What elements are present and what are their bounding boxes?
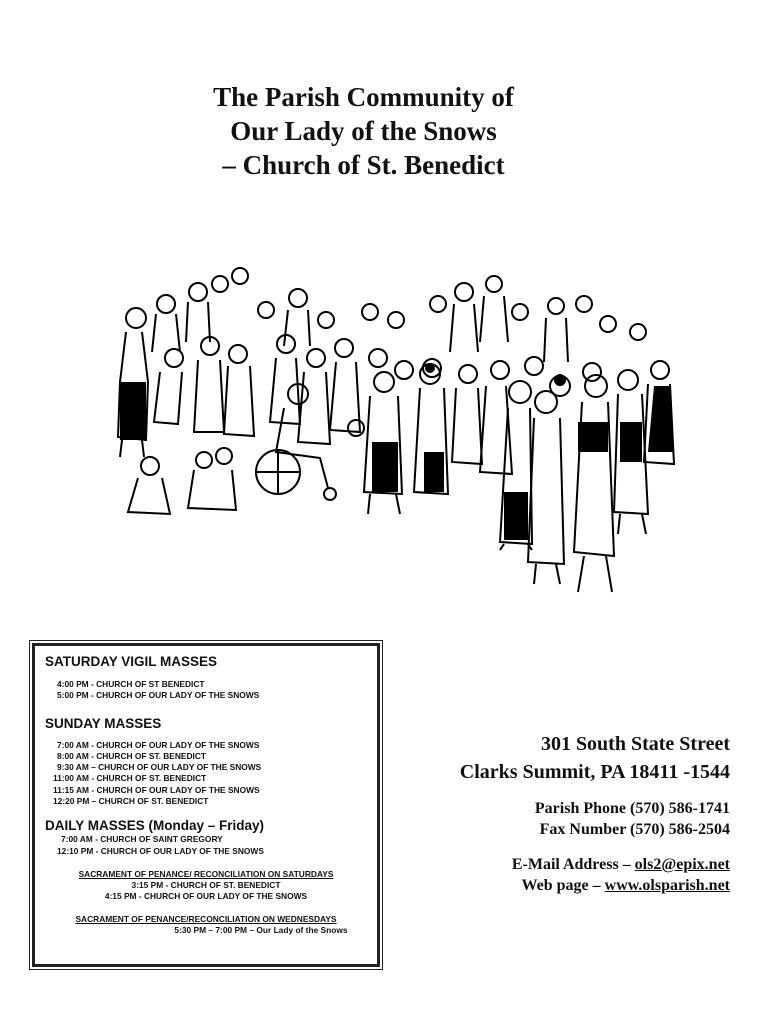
title-line-2: Our Lady of the Snows <box>230 116 497 146</box>
sunday-mass-item: 11:00 AM - CHURCH OF ST. BENEDICT <box>53 773 207 784</box>
saturday-mass-item: 5:00 PM - CHURCH OF OUR LADY OF THE SNOWS <box>57 690 260 701</box>
sunday-mass-item: 9:30 AM – CHURCH OF OUR LADY OF THE SNOWS <box>57 762 262 773</box>
sunday-mass-item: 7:00 AM - CHURCH OF OUR LADY OF THE SNOWS <box>57 739 260 750</box>
daily-masses-heading: DAILY MASSES (Monday – Friday) <box>45 818 265 834</box>
penance-saturday-item: 4:15 PM - CHURCH OF OUR LADY OF THE SNOWS <box>104 890 308 901</box>
daily-mass-item: 12:10 PM - CHURCH OF OUR LADY OF THE SNOWS <box>57 845 264 856</box>
email-label: E-Mail Address – <box>511 856 635 873</box>
daily-mass-item: 7:00 AM - CHURCH OF SAINT GREGORY <box>61 834 223 845</box>
email-row <box>460 854 730 875</box>
fax-number: Fax Number (570) 586-2504 <box>539 821 730 838</box>
title-line-3: – Church of St. Benedict <box>222 150 505 180</box>
contact-info <box>460 730 730 896</box>
parish-crowd-illustration <box>108 262 690 607</box>
penance-saturday-heading: SACRAMENT OF PENANCE/ RECONCILIATION ON SATURDAYS <box>78 868 334 879</box>
page-title <box>0 80 727 182</box>
penance-saturday-item: 3:15 PM - CHURCH OF ST. BENEDICT <box>131 879 281 890</box>
web-link[interactable]: www.olsparish.net <box>604 877 730 894</box>
sunday-mass-item: 8:00 AM - CHURCH OF ST. BENEDICT <box>57 750 207 761</box>
city-state-zip: Clarks Summit, PA 18411 -1544 <box>459 761 730 783</box>
saturday-mass-item: 4:00 PM - CHURCH OF ST BENEDICT <box>57 679 205 689</box>
web-row <box>460 875 730 896</box>
parish-phone: Parish Phone (570) 586-1741 <box>534 800 730 817</box>
saturday-vigil-heading: SATURDAY VIGIL MASSES <box>45 654 218 669</box>
penance-wednesday-item: 5:30 PM – 7:00 PM – Our Lady of the Snows <box>174 924 348 935</box>
penance-wednesday-heading: SACRAMENT OF PENANCE/RECONCILIATION ON WEDNESDAYS <box>75 913 337 924</box>
web-label: Web page – <box>521 877 605 894</box>
sunday-mass-item: 11:15 AM - CHURCH OF OUR LADY OF THE SNOWS <box>53 784 260 795</box>
sunday-masses-heading: SUNDAY MASSES <box>45 715 162 731</box>
mass-schedule-box <box>32 643 380 967</box>
street-address: 301 South State Street <box>540 733 730 755</box>
email-link[interactable]: ols2@epix.net <box>634 856 730 873</box>
sunday-mass-item: 12:20 PM – CHURCH OF ST. BENEDICT <box>53 796 209 807</box>
title-line-1: The Parish Community of <box>213 82 514 112</box>
